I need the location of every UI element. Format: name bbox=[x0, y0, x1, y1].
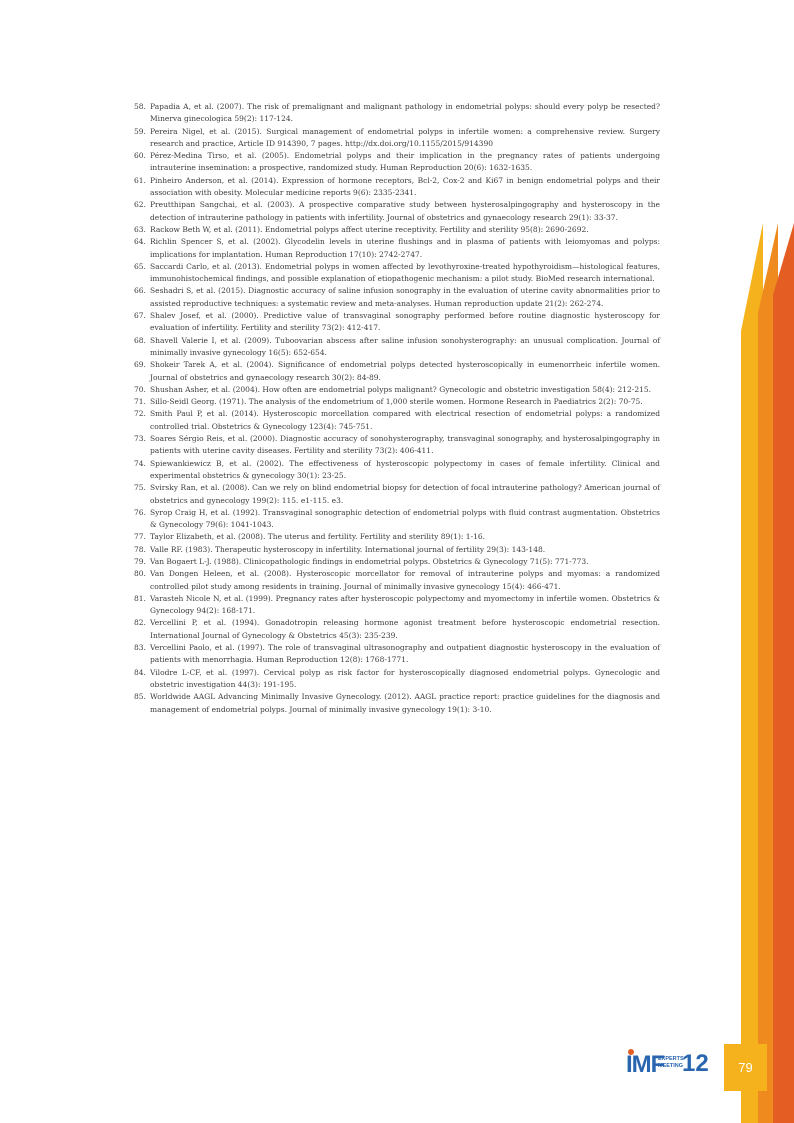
reference-item bbox=[134, 396, 660, 408]
reference-number: 62. bbox=[134, 200, 146, 210]
reference-item bbox=[134, 408, 660, 433]
reference-number: 76. bbox=[134, 507, 146, 517]
reference-number: 58. bbox=[134, 102, 146, 111]
reference-number: 69. bbox=[134, 360, 146, 370]
reference-text: Shalev Josef, et al. (2000). Predictive value of transvaginal sonography performed before routine diagnostic hysteroscopy for evaluation of infertility. Fertility and sterility 73(2): 412-417. bbox=[150, 311, 660, 333]
reference-number: 81. bbox=[134, 593, 146, 603]
reference-number: 73. bbox=[134, 434, 146, 444]
reference-item bbox=[134, 531, 660, 543]
reference-item bbox=[134, 126, 660, 151]
logo-subtitle bbox=[658, 1056, 684, 1069]
reference-text: Pinheiro Anderson, et al. (2014). Expression of hormone receptors, Bcl-2, Cox-2 and Ki67 in benign endometrial polyps and their association with obesity. Molecular medicine reports 9(6): 2335-2341. bbox=[150, 175, 660, 198]
reference-text: Vercellini P, et al. (1994). Gonadotropin releasing hormone agonist treatment before hysteroscopic endometrial resection. International Journal of Gynecology & Obstetrics 45(3): 235-239. bbox=[150, 618, 660, 640]
reference-number: 75. bbox=[134, 483, 146, 493]
reference-item bbox=[134, 236, 660, 261]
reference-number: 78. bbox=[134, 544, 146, 554]
reference-text: Shavell Valerie I, et al. (2009). Tuboovarian abscess after saline infusion sonohysterography: an unusual complication. Journal of minimally invasive gynecology 16(5): 652-654. bbox=[150, 335, 660, 357]
reference-item bbox=[134, 667, 660, 692]
logo-line2: MEETING bbox=[658, 1062, 684, 1069]
reference-item bbox=[134, 482, 660, 507]
reference-item bbox=[134, 593, 660, 618]
reference-item bbox=[134, 568, 660, 593]
reference-text: Seshadri S, et al. (2015). Diagnostic accuracy of saline infusion sonography in the evaluation of uterine cavity abnormalities prior to assisted reproductive techniques: a systematic review and meta-analyses. Human reproduction update 21(2): 262-274. bbox=[150, 286, 660, 308]
reference-item bbox=[134, 433, 660, 458]
reference-text: Worldwide AAGL Advancing Minimally Invasive Gynecology. (2012). AAGL practice report: practice guidelines for the diagnosis and management of endometrial polyps. Journal of minimally invasive gynecology 19(1): 3-10. bbox=[150, 692, 660, 714]
reference-text: Pereira Nigel, et al. (2015). Surgical management of endometrial polyps in infertile women: a comprehensive review. Surgery research and practice, Article ID 914390, 7 pages. http://dx.doi.org/10.1155/2015/914390 bbox=[150, 126, 660, 148]
reference-number: 72. bbox=[134, 409, 146, 419]
reference-number: 77. bbox=[134, 532, 146, 542]
reference-number: 60. bbox=[134, 151, 146, 161]
reference-text: Van Dongen Heleen, et al. (2008). Hysteroscopic morcellator for removal of intrauterine polyps and myomas: a randomized controlled pilot study among residents in training. Journal of minimally invasive gynecology 15(4): 466-471. bbox=[150, 569, 660, 591]
reference-number: 85. bbox=[134, 692, 146, 702]
reference-text: Varasteh Nicole N, et al. (1999). Pregnancy rates after hysteroscopic polypectomy and myomectomy in infertile women. Obstetrics & Gynecology 94(2): 168-171. bbox=[150, 593, 660, 616]
reference-number: 84. bbox=[134, 667, 146, 677]
reference-number: 66. bbox=[134, 286, 146, 296]
reference-item bbox=[134, 458, 660, 483]
reference-text: Taylor Elizabeth, et al. (2008). The uterus and fertility. Fertility and sterility 89(1): 1-16. bbox=[150, 532, 486, 542]
reference-item bbox=[134, 556, 660, 568]
reference-text: Soares Sérgio Reis, et al. (2000). Diagnostic accuracy of sonohysterography, transvaginal sonography, and hysterosalpingography in patients with uterine cavity diseases. Fertility and sterility 73(2): 406-411. bbox=[150, 434, 660, 456]
reference-number: 65. bbox=[134, 261, 146, 271]
reference-item bbox=[134, 617, 660, 642]
reference-number: 83. bbox=[134, 643, 146, 653]
reference-number: 71. bbox=[134, 397, 146, 407]
page-number-box bbox=[724, 1044, 767, 1091]
reference-item bbox=[134, 384, 660, 396]
reference-text: Syrop Craig H, et al. (1992). Transvaginal sonographic detection of endometrial polyps with fluid contrast augmentation. Obstetrics & Gynecology 79(6): 1041-1043. bbox=[150, 507, 660, 530]
reference-item bbox=[134, 642, 660, 667]
reference-text: Sillo-Seidl Georg. (1971). The analysis of the endometrium of 1,000 sterile women. Hormone Research in Paediatrics 2(2): 70-75. bbox=[150, 397, 643, 407]
reference-text: Svirsky Ran, et al. (2008). Can we rely on blind endometrial biopsy for detection of focal intrauterine pathology? American journal of obstetrics and gynecology 199(2): 115. e1-115. e3. bbox=[150, 483, 660, 505]
reference-item bbox=[134, 175, 660, 200]
reference-text: Preutthipan Sangchai, et al. (2003). A prospective comparative study between hysterosalpingography and hysteroscopy in the detection of intrauterine pathology in patients with infertility. Journal of obstetrics and gynaecology research 29(1): 33-37. bbox=[150, 200, 660, 222]
reference-item bbox=[134, 310, 660, 335]
page-number: 79 bbox=[738, 1060, 753, 1075]
decorative-stripe-red bbox=[773, 223, 794, 1123]
reference-item bbox=[134, 335, 660, 360]
imf-experts-meeting-logo bbox=[626, 1049, 708, 1081]
reference-number: 70. bbox=[134, 384, 146, 394]
reference-item bbox=[134, 224, 660, 236]
reference-text: Vilodre L-CF, et al. (1997). Cervical polyp as risk factor for hysteroscopically diagnosed endometrial polyps. Gynecologic and obstetric investigation 44(3): 191-195. bbox=[150, 667, 660, 689]
reference-item bbox=[134, 101, 660, 126]
reference-item bbox=[134, 544, 660, 556]
reference-number: 74. bbox=[134, 458, 146, 468]
reference-number: 61. bbox=[134, 175, 146, 185]
logo-number: 12 bbox=[682, 1050, 709, 1077]
reference-text: Spiewankiewicz B, et al. (2002). The effectiveness of hysteroscopic polypectomy in cases of female infertility. Clinical and experimental obstetrics & gynecology 30(1): 23-25. bbox=[150, 458, 660, 480]
reference-text: Saccardi Carlo, et al. (2013). Endometrial polyps in women affected by levothyroxine-treated hypothyroidism—histological features, immunohistochemical findings, and possible explanation of etiopathogenic mechanism: a pilot study. BioMed research international. bbox=[150, 261, 660, 284]
reference-item bbox=[134, 150, 660, 175]
reference-item bbox=[134, 285, 660, 310]
logo-mark: IMF bbox=[626, 1051, 665, 1078]
reference-item bbox=[134, 261, 660, 286]
reference-number: 80. bbox=[134, 569, 146, 579]
reference-item bbox=[134, 507, 660, 532]
reference-number: 67. bbox=[134, 311, 146, 321]
reference-number: 63. bbox=[134, 224, 146, 234]
reference-text: Vercellini Paolo, et al. (1997). The role of transvaginal ultrasonography and outpatient diagnostic hysteroscopy in the evaluation of patients with menorrhagia. Human Reproduction 12(8): 1768-1771. bbox=[150, 643, 660, 665]
reference-item bbox=[134, 359, 660, 384]
reference-text: Rackow Beth W, et al. (2011). Endometrial polyps affect uterine receptivity. Fertility and sterility 95(8): 2690-2692. bbox=[150, 224, 589, 234]
reference-item bbox=[134, 199, 660, 224]
logo-line1: EXPERTS bbox=[658, 1056, 684, 1062]
reference-item bbox=[134, 691, 660, 716]
reference-number: 64. bbox=[134, 237, 146, 247]
reference-text: Papadia A, et al. (2007). The risk of premalignant and malignant pathology in endometrial polyps: should every polyp be resected? Minerva ginecologica 59(2): 117-124. bbox=[150, 102, 660, 124]
reference-text: Valle RF. (1983). Therapeutic hysteroscopy in infertility. International journal of fertility 29(3): 143-148. bbox=[150, 544, 546, 554]
reference-text: Smith Paul P, et al. (2014). Hysteroscopic morcellation compared with electrical resection of endometrial polyps: a randomized controlled trial. Obstetrics & Gynecology 123(4): 745-751. bbox=[150, 409, 660, 431]
reference-text: Shushan Asher, et al. (2004). How often are endometrial polyps malignant? Gynecologic and obstetric investigation 58(4): 212-215. bbox=[150, 384, 652, 394]
reference-number: 68. bbox=[134, 335, 146, 345]
reference-text: Van Bogaert L-J. (1988). Clinicopathologic findings in endometrial polyps. Obstetrics & Gynecology 71(5): 771-773. bbox=[150, 556, 589, 566]
reference-list bbox=[134, 101, 660, 716]
reference-text: Pérez-Medina Tirso, et al. (2005). Endometrial polyps and their implication in the pregnancy rates of patients undergoing intrauterine insemination: a prospective, randomized study. Human Reproduction 20(6): 1632-1635. bbox=[150, 151, 660, 173]
reference-number: 79. bbox=[134, 556, 146, 566]
reference-text: Shokeir Tarek A, et al. (2004). Significance of endometrial polyps detected hysteroscopically in eumenorrheic infertile women. Journal of obstetrics and gynaecology research 30(2): 84-89. bbox=[150, 360, 660, 382]
reference-number: 59. bbox=[134, 126, 146, 136]
reference-text: Richlin Spencer S, et al. (2002). Glycodelin levels in uterine flushings and in plasma of patients with leiomyomas and polyps: implications for implantation. Human Reproduction 17(10): 2742-2747. bbox=[150, 237, 660, 259]
reference-number: 82. bbox=[134, 618, 146, 628]
